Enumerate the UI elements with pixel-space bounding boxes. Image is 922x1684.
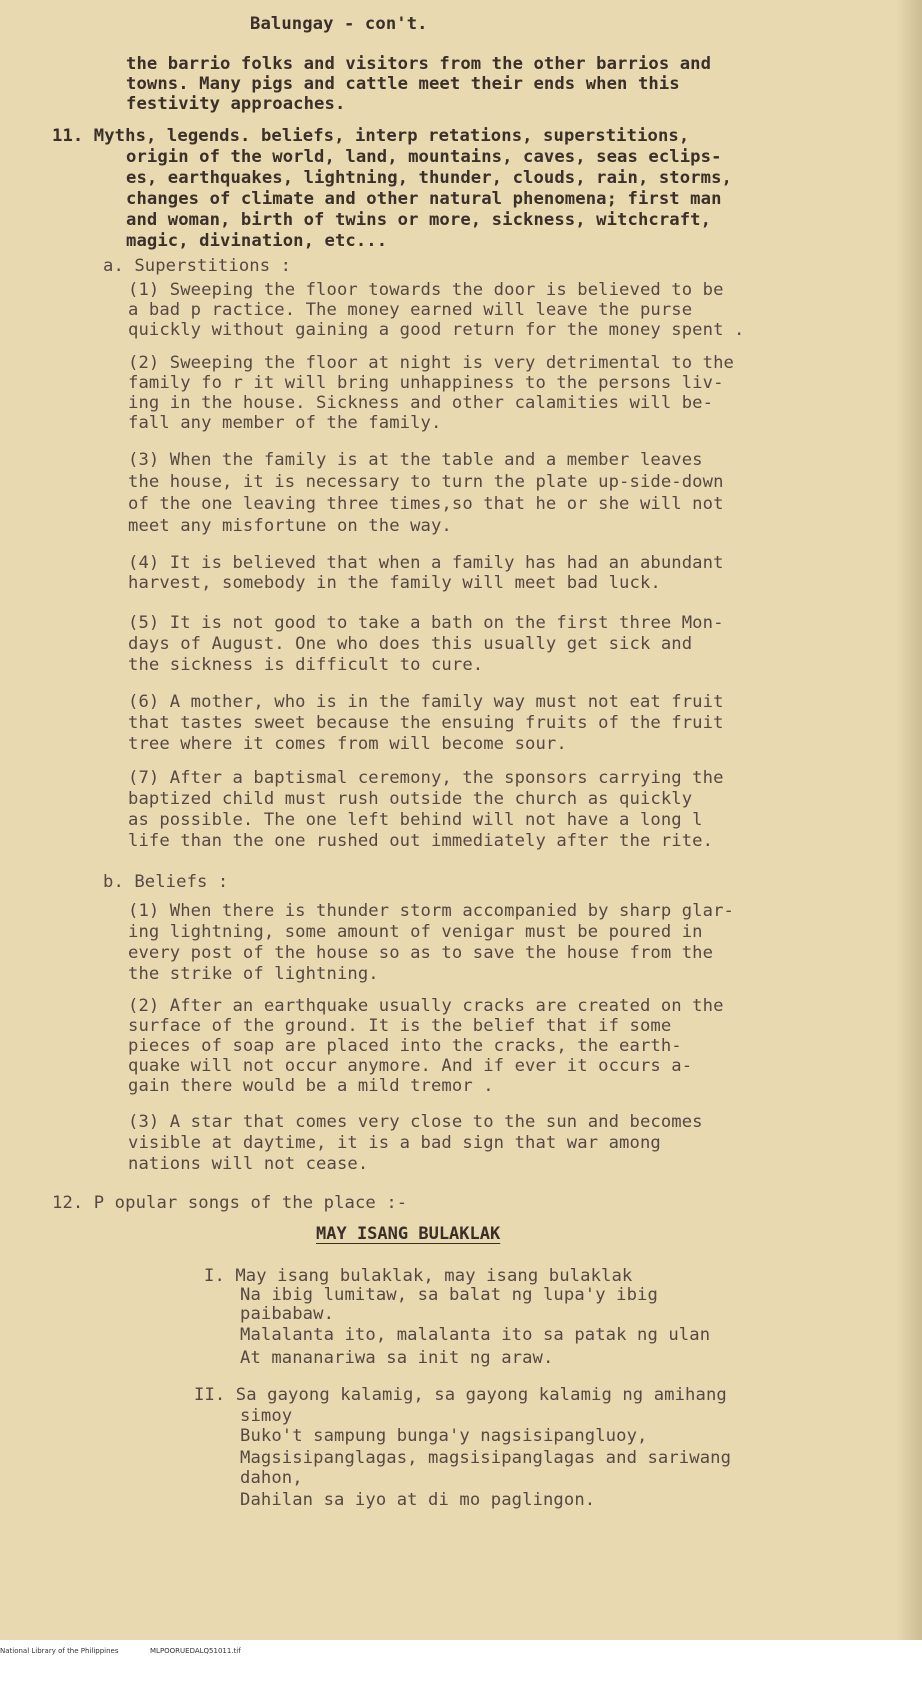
text-line: ing lightning, some amount of venigar must be poured in (128, 922, 703, 942)
text-line: Dahilan sa iyo at di mo paglingon. (240, 1490, 596, 1510)
text-line: (6) A mother, who is in the family way must not eat fruit (128, 692, 724, 712)
text-line: (7) After a baptismal ceremony, the sponsors carrying the (128, 768, 724, 788)
text-line: Buko't sampung bunga'y nagsisipangluoy, (240, 1426, 648, 1446)
text-line: origin of the world, land, mountains, caves, seas eclips- (126, 147, 722, 167)
text-line: (4) It is believed that when a family has had an abundant (128, 553, 724, 573)
text-line: the strike of lightning. (128, 964, 379, 984)
text-line: baptized child must rush outside the church as quickly (128, 789, 693, 809)
text-line: (3) A star that comes very close to the sun and becomes (128, 1112, 703, 1132)
text-line: life than the one rushed out immediately after the rite. (128, 831, 714, 851)
library-credit: National Library of the Philippines (0, 1647, 119, 1655)
text-line: surface of the ground. It is the belief that if some (128, 1016, 672, 1036)
text-line: of the one leaving three times,so that he or she will not (128, 494, 724, 514)
text-line: es, earthquakes, lightning, thunder, clouds, rain, storms, (126, 168, 732, 188)
text-line: family fo r it will bring unhappiness to the persons liv- (128, 373, 724, 393)
text-line: meet any misfortune on the way. (128, 516, 452, 536)
section-12-heading: 12. P opular songs of the place :- (52, 1193, 408, 1213)
text-line: changes of climate and other natural phenomena; first man (126, 189, 722, 209)
text-line: that tastes sweet because the ensuing fruits of the fruit (128, 713, 724, 733)
text-line: the barrio folks and visitors from the other barrios and (126, 54, 712, 74)
text-line: every post of the house so as to save the house from the (128, 943, 714, 963)
text-line: Magsisipanglagas, magsisipanglagas and sariwang (240, 1448, 732, 1468)
text-line: simoy (240, 1406, 293, 1426)
text-line: fall any member of the family. (128, 413, 442, 433)
text-line: Malalanta ito, malalanta ito sa patak ng ulan (240, 1325, 711, 1345)
text-line: (2) After an earthquake usually cracks are created on the (128, 996, 724, 1016)
text-line: Na ibig lumitaw, sa balat ng lupa'y ibig (240, 1285, 658, 1305)
song-title: MAY ISANG BULAKLAK (316, 1224, 501, 1244)
text-line: days of August. One who does this usually get sick and (128, 634, 693, 654)
scan-footer (0, 1645, 922, 1658)
text-line: 11. Myths, legends. beliefs, interp retations, superstitions, (52, 126, 690, 146)
page-header: Balungay - con't. (250, 14, 428, 34)
text-line: (1) When there is thunder storm accompanied by sharp glar- (128, 901, 734, 921)
text-line: quake will not occur anymore. And if ever it occurs a- (128, 1056, 693, 1076)
text-line: pieces of soap are placed into the cracks, the earth- (128, 1036, 682, 1056)
text-line: (5) It is not good to take a bath on the first three Mon- (128, 613, 724, 633)
text-line: and woman, birth of twins or more, sickness, witchcraft, (126, 210, 712, 230)
text-line: ing in the house. Sickness and other calamities will be- (128, 393, 714, 413)
text-line: a bad p ractice. The money earned will leave the purse (128, 300, 693, 320)
text-line: festivity approaches. (126, 94, 346, 114)
text-line: paibabaw. (240, 1304, 335, 1324)
text-line: At mananariwa sa init ng araw. (240, 1348, 554, 1368)
file-name: MLPOORUEDALQ51011.tif (150, 1647, 241, 1655)
text-line: visible at daytime, it is a bad sign that war among (128, 1133, 661, 1153)
text-line: the sickness is difficult to cure. (128, 655, 484, 675)
text-line: tree where it comes from will become sour. (128, 734, 567, 754)
text-line: gain there would be a mild tremor . (128, 1076, 494, 1096)
text-line: (3) When the family is at the table and a member leaves (128, 450, 703, 470)
superstitions-label: a. Superstitions : (103, 256, 292, 276)
text-line: magic, divination, etc... (126, 231, 388, 251)
text-line: I. May isang bulaklak, may isang bulaklak (204, 1266, 633, 1286)
text-line: towns. Many pigs and cattle meet their ends when this (126, 74, 680, 94)
text-line: quickly without gaining a good return for the money spent . (128, 320, 745, 340)
text-line: harvest, somebody in the family will meet bad luck. (128, 573, 661, 593)
text-line: II. Sa gayong kalamig, sa gayong kalamig ng amihang (194, 1385, 727, 1405)
text-line: as possible. The one left behind will not have a long l (128, 810, 703, 830)
text-line: the house, it is necessary to turn the plate up-side-down (128, 472, 724, 492)
beliefs-label: b. Beliefs : (103, 872, 229, 892)
text-line: (2) Sweeping the floor at night is very detrimental to the (128, 353, 734, 373)
text-line: (1) Sweeping the floor towards the door is believed to be (128, 280, 724, 300)
text-line: nations will not cease. (128, 1154, 369, 1174)
text-line: dahon, (240, 1468, 303, 1488)
